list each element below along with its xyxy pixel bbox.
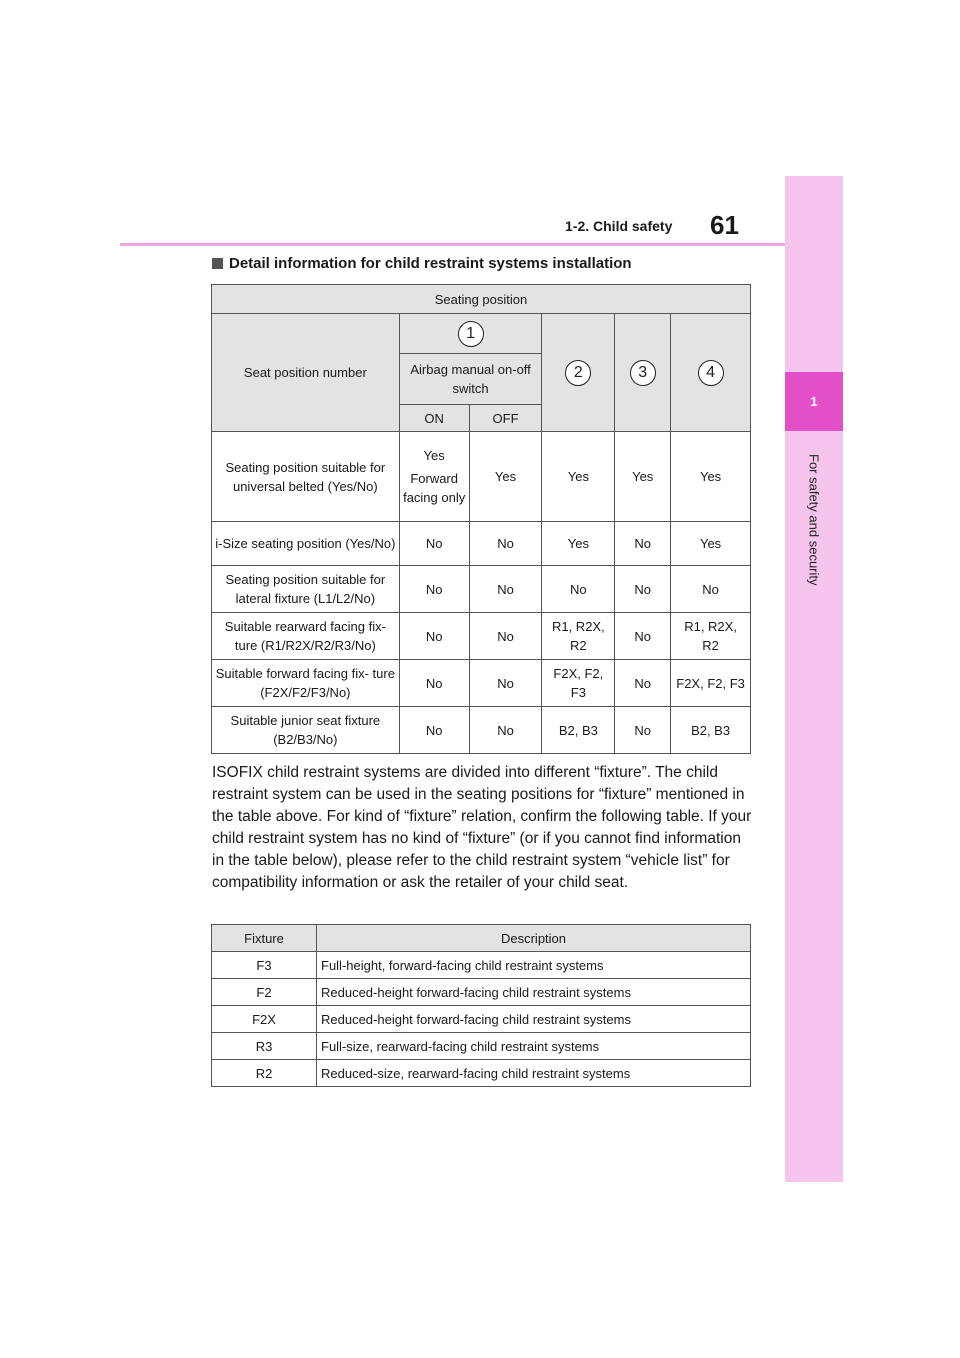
seat-4-header (671, 314, 751, 432)
seat-4-cell: R1, R2X, R2 (671, 613, 751, 660)
fixture-table (211, 924, 751, 1087)
fixture-cell: R3 (212, 1033, 317, 1060)
description-cell: Reduced-height forward-facing child restraint systems (317, 979, 751, 1006)
seat-4-cell: Yes (671, 432, 751, 522)
description-cell: Reduced-height forward-facing child restraint systems (317, 1006, 751, 1033)
seat-3-cell: No (615, 522, 671, 566)
seat-4-cell: F2X, F2, F3 (671, 660, 751, 707)
seat-number-3: 3 (630, 360, 656, 386)
detail-table (211, 284, 751, 754)
seat-1-off-cell: Yes (469, 432, 542, 522)
seating-position-header: Seating position (212, 285, 751, 314)
row-label: Seating position suitable for universal belted (Yes/No) (212, 432, 400, 522)
seat-1-off-cell: No (469, 660, 542, 707)
description-column-header: Description (317, 925, 751, 952)
seat-3-cell: No (615, 566, 671, 613)
seat-3-cell: No (615, 660, 671, 707)
description-cell: Reduced-size, rearward-facing child restraint systems (317, 1060, 751, 1087)
airbag-switch-header: Airbag manual on-off switch (399, 354, 542, 405)
row-label: Seating position suitable for lateral fixture (L1/L2/No) (212, 566, 400, 613)
chapter-title-text: For safety and security (806, 454, 822, 586)
description-cell: Full-size, rearward-facing child restraint systems (317, 1033, 751, 1060)
airbag-off-header: OFF (469, 405, 542, 432)
seat-2-cell: F2X, F2, F3 (542, 660, 615, 707)
square-bullet-icon (212, 258, 223, 269)
seat-1-off-cell: No (469, 566, 542, 613)
seat-1-off-cell: No (469, 522, 542, 566)
seat-2-cell: No (542, 566, 615, 613)
fixture-cell: R2 (212, 1060, 317, 1087)
seat-3-cell: No (615, 707, 671, 754)
fixture-cell: F3 (212, 952, 317, 979)
seat-1-on-cell: No (399, 566, 469, 613)
table-row (212, 660, 751, 707)
seat-3-cell: No (615, 613, 671, 660)
fixture-cell: F2 (212, 979, 317, 1006)
chapter-title (785, 440, 843, 600)
seat-2-cell: R1, R2X, R2 (542, 613, 615, 660)
seat-number-2: 2 (565, 360, 591, 386)
seat-2-cell: Yes (542, 522, 615, 566)
row-label: Suitable junior seat fixture (B2/B3/No) (212, 707, 400, 754)
seat-3-cell: Yes (615, 432, 671, 522)
seat-4-cell: Yes (671, 522, 751, 566)
seat-position-number-header: Seat position number (212, 314, 400, 432)
seat-4-cell: No (671, 566, 751, 613)
seat-1-on-cell: No (399, 522, 469, 566)
seat-1-on-cell: No (399, 613, 469, 660)
seat-1-on-cell: No (399, 707, 469, 754)
seat-1-off-cell: No (469, 707, 542, 754)
table-row (212, 522, 751, 566)
cell-value: Yes (423, 448, 445, 463)
description-cell: Full-height, forward-facing child restraint systems (317, 952, 751, 979)
seat-1-off-cell: No (469, 613, 542, 660)
section-title: 1-2. Child safety (565, 218, 673, 234)
chapter-number-tab[interactable]: 1 (785, 372, 843, 431)
page-number: 61 (710, 210, 739, 240)
cell-note: Forward facing only (403, 471, 466, 505)
seat-number-4: 4 (698, 360, 724, 386)
side-band (785, 176, 843, 1182)
seat-2-header (542, 314, 615, 432)
seat-2-cell: Yes (542, 432, 615, 522)
airbag-on-header: ON (399, 405, 469, 432)
sub-heading (212, 255, 632, 272)
seat-3-header (615, 314, 671, 432)
fixture-column-header: Fixture (212, 925, 317, 952)
table-row (212, 707, 751, 754)
table-row (212, 979, 751, 1006)
table-row (212, 613, 751, 660)
table-row (212, 952, 751, 979)
row-label: Suitable forward facing fix- ture (F2X/F2/F3/No) (212, 660, 400, 707)
header-rule (120, 243, 785, 246)
table-row (212, 566, 751, 613)
sub-heading-text: Detail information for child restraint systems installation (229, 255, 632, 272)
table-row (212, 1033, 751, 1060)
table-row (212, 432, 751, 522)
table-row (212, 1060, 751, 1087)
fixture-cell: F2X (212, 1006, 317, 1033)
seat-1-header (399, 314, 542, 354)
seat-1-on-cell: No (399, 660, 469, 707)
seat-2-cell: B2, B3 (542, 707, 615, 754)
seat-4-cell: B2, B3 (671, 707, 751, 754)
body-paragraph: ISOFIX child restraint systems are divided into different “fixture”. The child restraint system can be used in the seating positions for “fixture” mentioned in the table above. For kind of “fixture” relation, confirm the following table. If your child restraint system has no kind of “fixture” (or if you cannot find information in the table below), please refer to the child restraint system “vehicle list” for compatibility information or ask the retailer of your child seat. (212, 764, 752, 891)
table-row (212, 1006, 751, 1033)
seat-number-1: 1 (458, 321, 484, 347)
row-label: i-Size seating position (Yes/No) (212, 522, 400, 566)
row-label: Suitable rearward facing fix- ture (R1/R2X/R2/R3/No) (212, 613, 400, 660)
seat-1-on-cell (399, 432, 469, 522)
